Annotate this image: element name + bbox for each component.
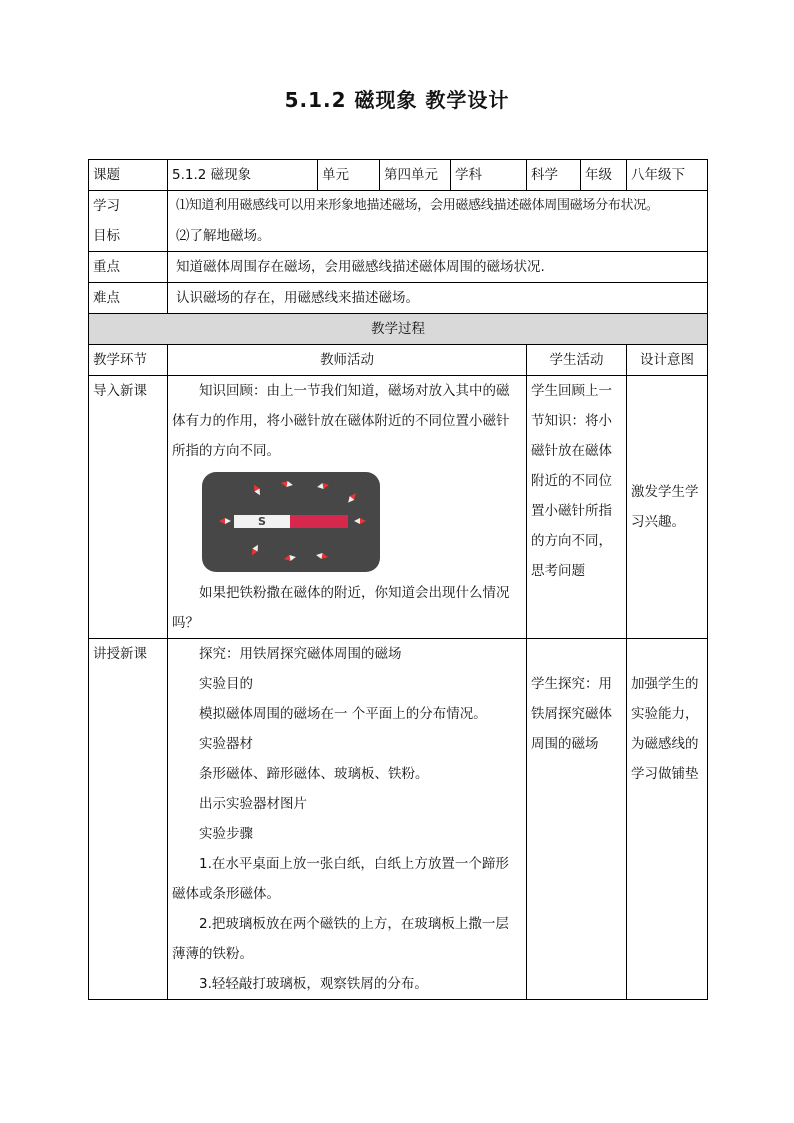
compass-needle-icon <box>354 518 366 524</box>
goals-content <box>168 191 708 252</box>
column-header-teacher: 教师活动 <box>168 345 527 376</box>
teacher-text: 出示实验器材图片 <box>199 796 307 812</box>
column-header-row <box>89 345 708 376</box>
teacher-activity-cell <box>168 376 527 639</box>
topic-value: 5.1.2 磁现象 <box>168 160 318 191</box>
compass-needle-icon <box>251 483 262 496</box>
magnet-figure <box>202 472 380 572</box>
goal-item: ⑵了解地磁场。 <box>176 228 271 244</box>
key-point-text: 知道磁体周围存在磁场，会用磁感线描述磁体周围的磁场状况. <box>168 252 708 283</box>
stage-cell: 讲授新课 <box>89 639 168 1000</box>
teacher-text: 3.轻轻敲打玻璃板，观察铁屑的分布。 <box>199 976 428 992</box>
lesson-plan-table <box>88 159 708 1000</box>
magnet-north-pole <box>290 515 348 528</box>
compass-needle-icon <box>249 543 260 556</box>
key-point-row <box>89 252 708 283</box>
process-title-row <box>89 314 708 345</box>
key-point-label: 重点 <box>89 252 168 283</box>
teacher-text: 知识回顾：由上一节我们知道，磁场对放入其中的磁体有力的作用，将小磁针放在磁体附近的不同位置小磁针所指的方向不同。 <box>172 383 510 459</box>
page-title: 5.1.2 磁现象 教学设计 <box>284 88 510 112</box>
goal-item: ⑴知道利用磁感线可以用来形象地描述磁场，会用磁感线描述磁体周围磁场分布状况。 <box>176 198 659 213</box>
compass-needle-icon <box>317 482 330 490</box>
compass-needle-icon <box>219 518 231 524</box>
teacher-text: 实验步骤 <box>199 826 253 842</box>
teacher-text: 2.把玻璃板放在两个磁铁的上方，在玻璃板上撒一层薄薄的铁粉。 <box>172 916 509 962</box>
process-title: 教学过程 <box>89 314 708 345</box>
difficulty-label: 难点 <box>89 283 168 314</box>
teacher-activity-cell <box>168 639 527 1000</box>
compass-needle-icon <box>346 491 358 504</box>
teacher-text: 模拟磁体周围的磁场在一 个平面上的分布情况。 <box>199 706 487 722</box>
magnet-south-pole: S <box>234 515 290 528</box>
unit-value: 第四单元 <box>380 160 451 191</box>
goals-label: 学习 目标 <box>89 191 168 252</box>
grade-label: 年级 <box>581 160 627 191</box>
teacher-text: 如果把铁粉撒在磁体的附近，你知道会出现什么情况吗？ <box>172 585 510 631</box>
stage-cell: 导入新课 <box>89 376 168 639</box>
column-header-stage: 教学环节 <box>89 345 168 376</box>
intent-cell: 激发学生学习兴趣。 <box>627 376 708 639</box>
subject-value: 科学 <box>527 160 581 191</box>
teacher-text: 探究：用铁屑探究磁体周围的磁场 <box>199 646 402 662</box>
compass-needle-icon <box>316 552 329 560</box>
difficulty-text: 认识磁场的存在，用磁感线来描述磁场。 <box>168 283 708 314</box>
table-row <box>89 376 708 639</box>
subject-label: 学科 <box>451 160 527 191</box>
teacher-text: 实验目的 <box>199 676 253 692</box>
unit-label: 单元 <box>318 160 380 191</box>
topic-label: 课题 <box>89 160 168 191</box>
column-header-intent: 设计意图 <box>627 345 708 376</box>
intent-cell: 加强学生的实验能力，为磁感线的学习做铺垫 <box>627 639 708 1000</box>
student-activity-cell: 学生回顾上一节知识：将小磁针放在磁体附近的不同位置小磁针所指的方向不同，思考问题 <box>527 376 627 639</box>
compass-needle-icon <box>281 480 294 488</box>
table-row <box>89 639 708 1000</box>
teacher-text: 1.在水平桌面上放一张白纸，白纸上方放置一个蹄形磁体或条形磁体。 <box>172 856 509 902</box>
teacher-text: 条形磁体、蹄形磁体、玻璃板、铁粉。 <box>199 766 429 782</box>
compass-needle-icon <box>284 554 297 562</box>
column-header-student: 学生活动 <box>527 345 627 376</box>
goals-row <box>89 191 708 252</box>
student-activity-cell: 学生探究：用铁屑探究磁体周围的磁场 <box>527 639 627 1000</box>
teacher-text: 实验器材 <box>199 736 253 752</box>
difficulty-row <box>89 283 708 314</box>
grade-value: 八年级下 <box>627 160 708 191</box>
header-row <box>89 160 708 191</box>
